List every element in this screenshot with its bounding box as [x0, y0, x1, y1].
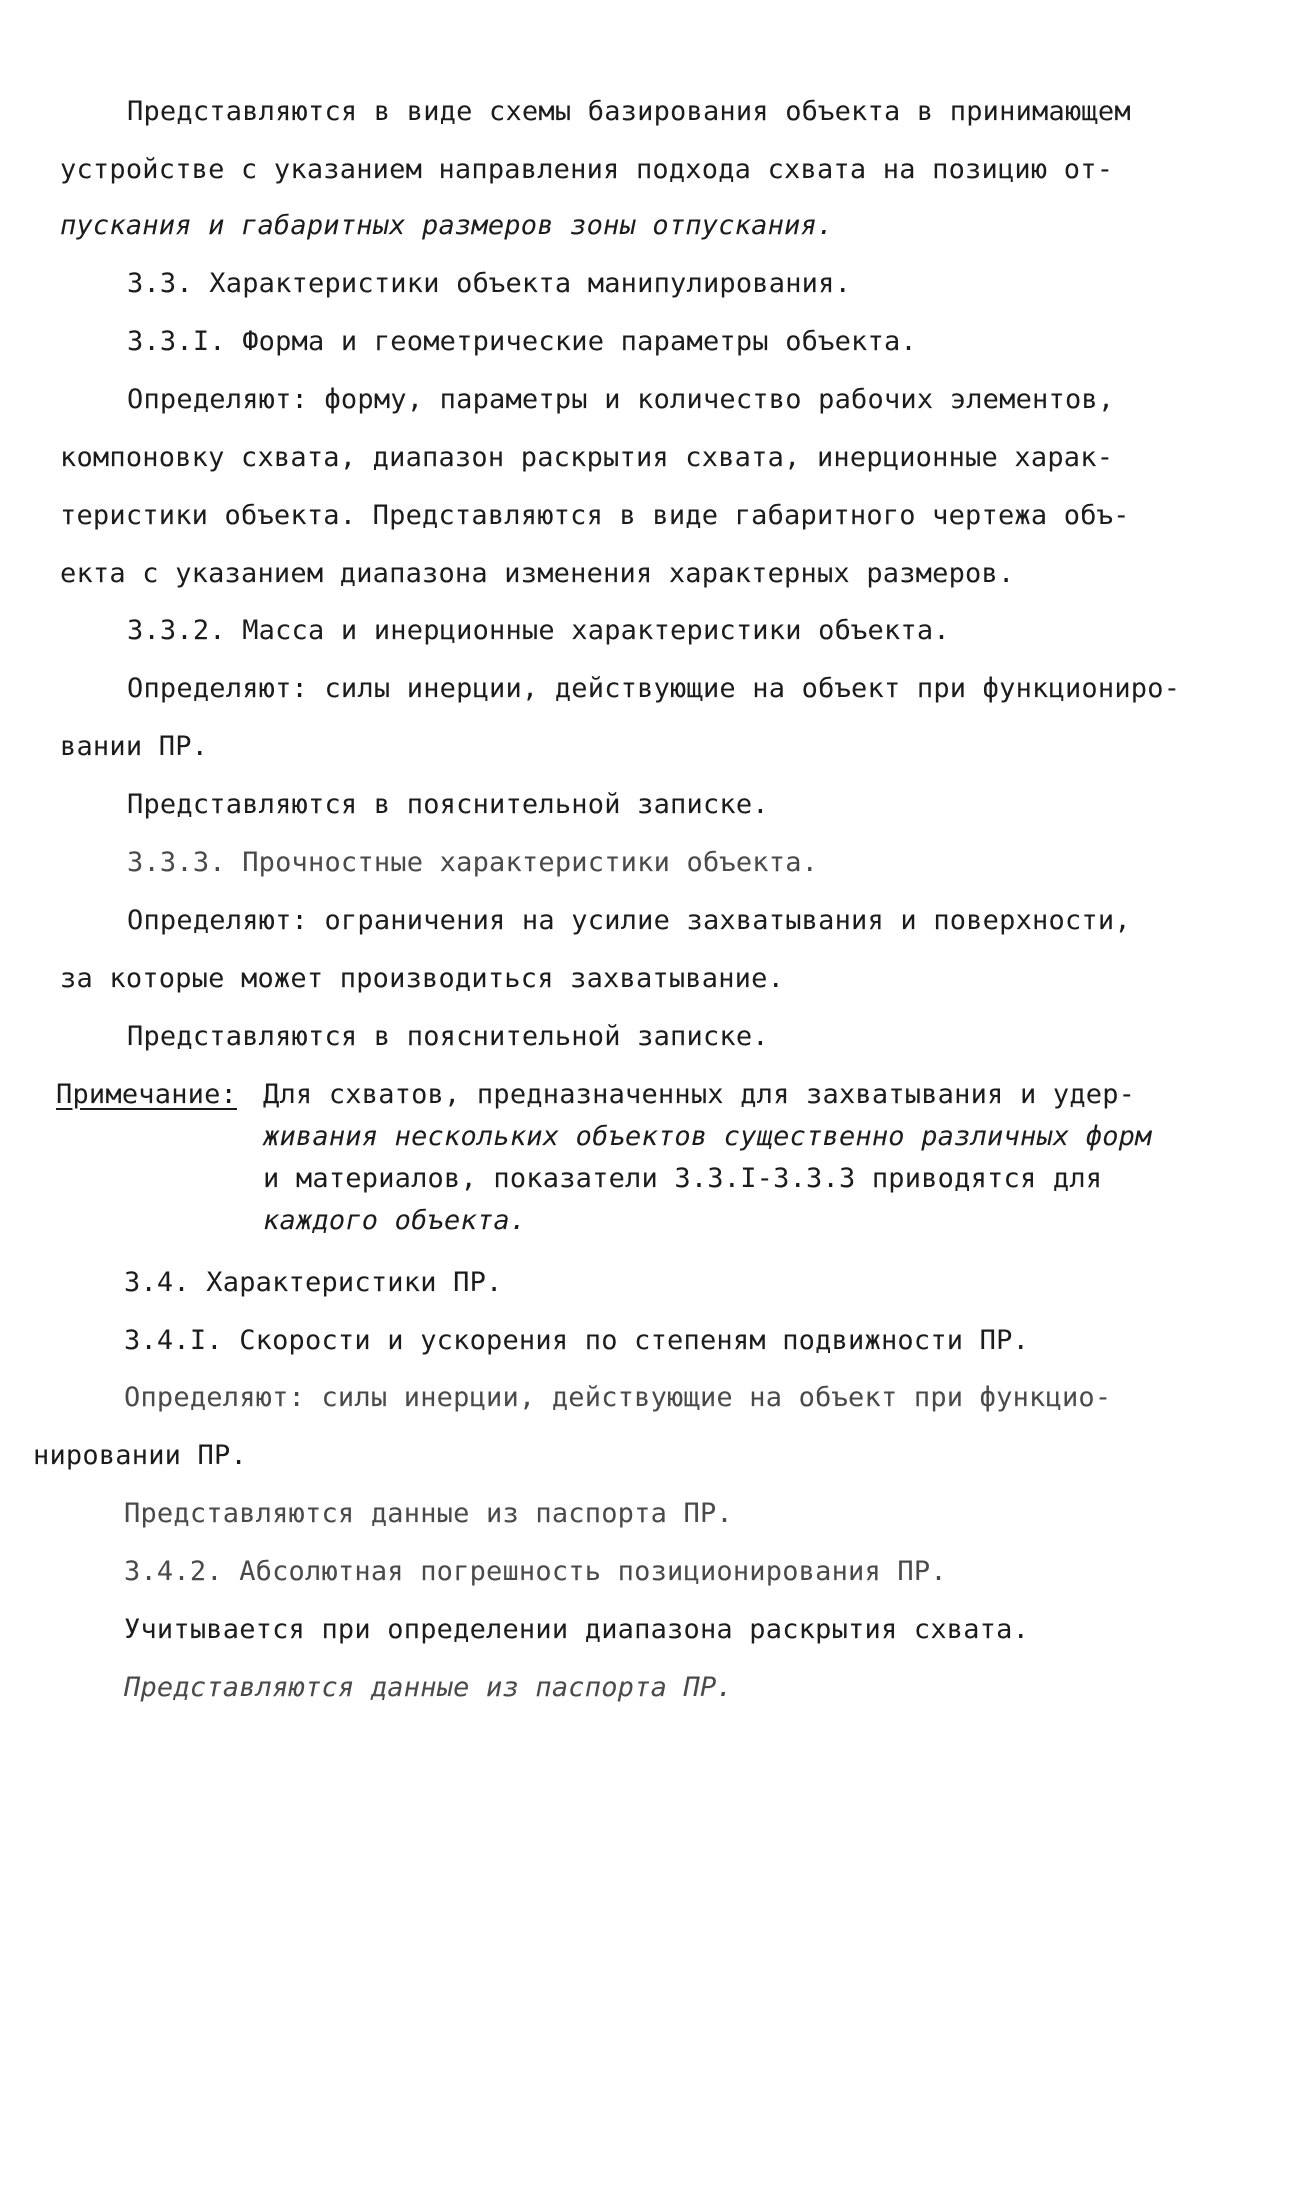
section-heading-3-3-3: 3.3.3. Прочностные характеристики объекта. [127, 847, 819, 878]
text-line: вании ПР. [60, 731, 209, 762]
section-heading-3-3-1: 3.3.I. Форма и геометрические параметры объекта. [127, 326, 917, 357]
section-heading-3-3: 3.3. Характеристики объекта манипулирования. [127, 268, 852, 299]
text-line: екта с указанием диапазона изменения характерных размеров. [60, 558, 1015, 589]
text-line: Представляются в пояснительной записке. [127, 1021, 769, 1052]
text-line: Представляются данные из паспорта ПР. [124, 1498, 733, 1529]
text-line: устройстве с указанием направления подхода схвата на позицию от- [60, 154, 1114, 185]
text-line: Определяют: форму, параметры и количество рабочих элементов, [127, 384, 1115, 415]
text-line: Определяют: силы инерции, действующие на объект при функциониро- [127, 673, 1181, 704]
text-line: за которые может производиться захватывание. [60, 963, 785, 994]
text-line: теристики объекта. Представляются в виде габаритного чертежа объ- [60, 500, 1130, 531]
text-line: Определяют: силы инерции, действующие на объект при функцио- [124, 1382, 1112, 1413]
note-line: Для схватов, предназначенных для захватывания и удер- [263, 1079, 1136, 1110]
note-line: каждого объекта. [263, 1205, 527, 1236]
text-line: нировании ПР. [33, 1440, 247, 1471]
section-heading-3-4-1: 3.4.I. Скорости и ускорения по степеням подвижности ПР. [124, 1325, 1030, 1356]
text-line: Представляются данные из паспорта ПР. [124, 1672, 733, 1703]
section-heading-3-4-2: 3.4.2. Абсолютная погрешность позиционирования ПР. [124, 1556, 947, 1587]
note-label: Примечание: [56, 1079, 238, 1110]
text-line: Представляются в виде схемы базирования объекта в принимающем [127, 96, 1131, 127]
section-heading-3-3-2: 3.3.2. Масса и инерционные характеристики объекта. [127, 615, 950, 646]
text-line: Определяют: ограничения на усилие захватывания и поверхности, [127, 905, 1131, 936]
note-line: живания нескольких объектов существенно различных форм [263, 1121, 1152, 1152]
note-line: и материалов, показатели 3.3.I-3.3.3 приводятся для [263, 1163, 1103, 1194]
section-heading-3-4: 3.4. Характеристики ПР. [124, 1267, 503, 1298]
text-line: Представляются в пояснительной записке. [127, 789, 769, 820]
text-line: компоновку схвата, диапазон раскрытия схвата, инерционные харак- [60, 442, 1114, 473]
text-line: пускания и габаритных размеров зоны отпускания. [60, 210, 834, 241]
text-line: Учитывается при определении диапазона раскрытия схвата. [124, 1614, 1030, 1645]
